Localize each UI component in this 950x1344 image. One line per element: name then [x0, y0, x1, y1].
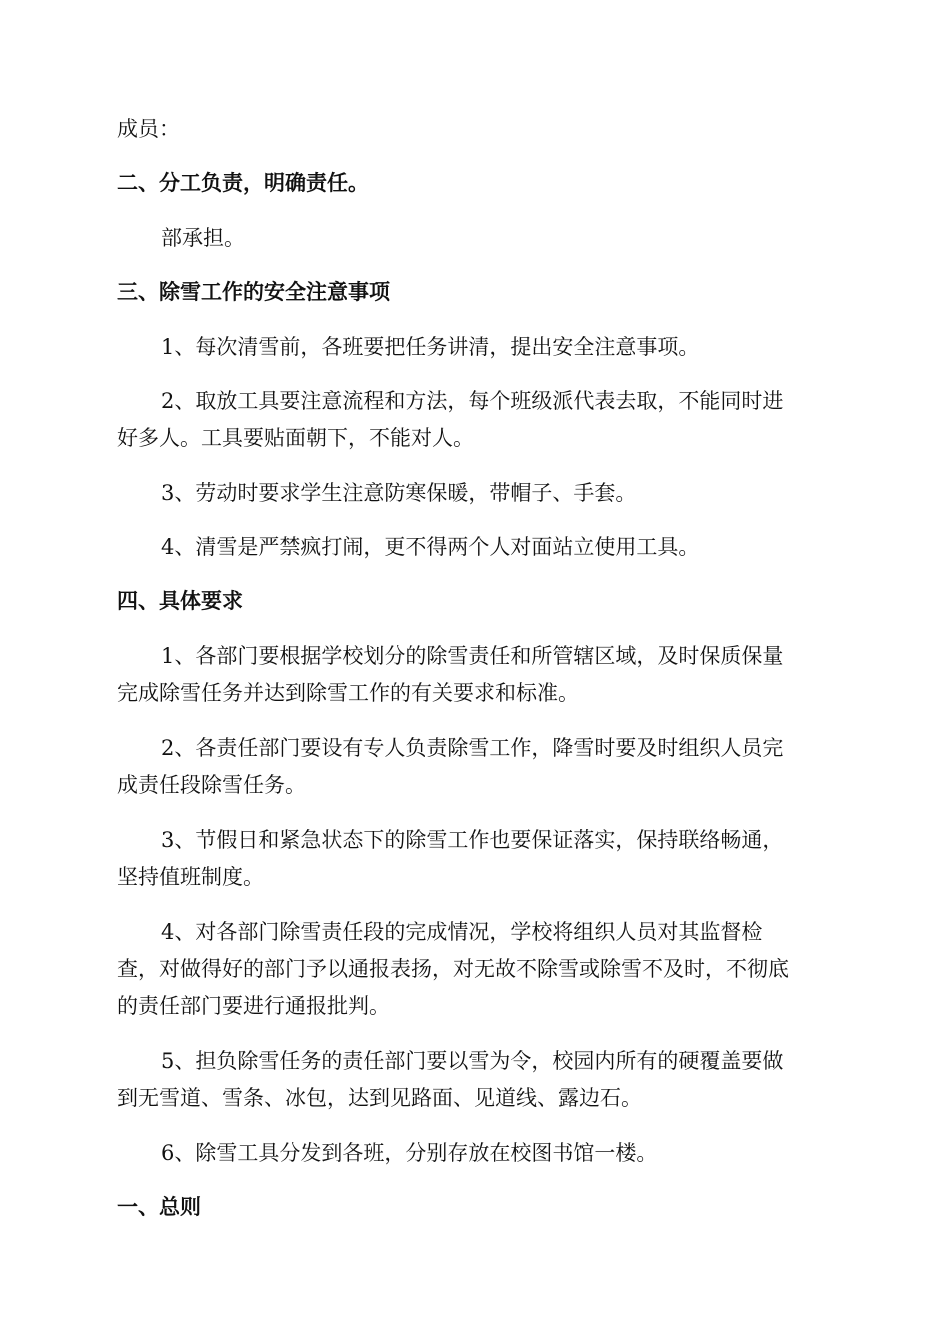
- section-4-item-6: 6、除雪工具分发到各班，分别存放在校图书馆一楼。: [161, 1141, 658, 1165]
- section-1-heading: 一、总则: [117, 1195, 201, 1219]
- section-4-item-1-line-1: 1、各部门要根据学校划分的除雪责任和所管辖区域，及时保质保量: [161, 644, 784, 668]
- section-4-item-1-line-2: 完成除雪任务并达到除雪工作的有关要求和标准。: [117, 681, 579, 705]
- members-label: 成员：: [117, 117, 180, 141]
- section-3-item-1: 1、每次清雪前，各班要把任务讲清，提出安全注意事项。: [161, 335, 700, 359]
- section-3-item-3: 3、劳动时要求学生注意防寒保暖，带帽子、手套。: [161, 481, 637, 505]
- section-4-item-2-line-2: 成责任段除雪任务。: [117, 773, 306, 797]
- section-2-heading: 二、分工负责，明确责任。: [117, 171, 369, 195]
- section-4-item-4-line-3: 的责任部门要进行通报批判。: [117, 994, 390, 1018]
- section-4-item-4-line-2: 查，对做得好的部门予以通报表扬，对无故不除雪或除雪不及时，不彻底: [117, 957, 789, 981]
- section-4-item-4-line-1: 4、对各部门除雪责任段的完成情况，学校将组织人员对其监督检: [161, 920, 763, 944]
- section-4-item-2-line-1: 2、各责任部门要设有专人负责除雪工作，降雪时要及时组织人员完: [161, 736, 784, 760]
- section-3-item-2-line-1: 2、取放工具要注意流程和方法，每个班级派代表去取，不能同时进: [161, 389, 784, 413]
- section-3-item-4: 4、清雪是严禁疯打闹，更不得两个人对面站立使用工具。: [161, 535, 700, 559]
- section-2-body: 部承担。: [161, 226, 245, 250]
- section-4-item-5-line-1: 5、担负除雪任务的责任部门要以雪为令，校园内所有的硬覆盖要做: [161, 1049, 784, 1073]
- section-4-heading: 四、具体要求: [117, 589, 243, 613]
- section-4-item-3-line-2: 坚持值班制度。: [117, 865, 264, 889]
- section-3-item-2-line-2: 好多人。工具要贴面朝下，不能对人。: [117, 426, 474, 450]
- section-4-item-3-line-1: 3、节假日和紧急状态下的除雪工作也要保证落实，保持联络畅通，: [161, 828, 784, 852]
- section-4-item-5-line-2: 到无雪道、雪条、冰包，达到见路面、见道线、露边石。: [117, 1086, 642, 1110]
- section-3-heading: 三、除雪工作的安全注意事项: [117, 280, 390, 304]
